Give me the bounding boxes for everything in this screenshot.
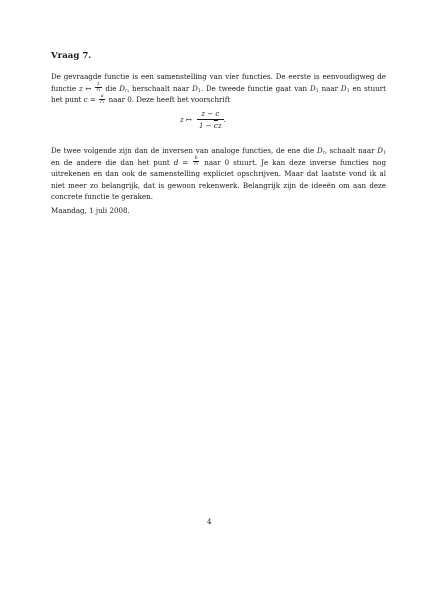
set-symbol: D — [316, 146, 323, 155]
fraction-denominator: r₂ — [194, 162, 199, 167]
p1-text-1: De gevraagde functie is een samenstelling van vier functies. De eerste is eenvoudigweg de functie — [51, 72, 386, 93]
denominator-pre: 1 − — [198, 121, 214, 130]
set-subscript: r₂ — [322, 151, 327, 156]
fraction-b-over-r2 — [193, 156, 199, 167]
formula-numerator: z − c — [197, 109, 224, 120]
p1-text-2: die — [102, 83, 120, 93]
display-formula — [180, 109, 226, 130]
denominator-post: z — [217, 121, 222, 130]
fraction-numerator: a — [100, 93, 104, 99]
p2-text-1: De twee volgende zijn dan de inversen van analoge functies, de ene die — [51, 146, 317, 155]
signoff-paragraph — [51, 205, 386, 217]
set-symbol: D — [309, 83, 316, 93]
fraction-numerator: b — [194, 156, 198, 161]
set-symbol: D — [192, 83, 198, 93]
fraction-denominator: r₁ — [100, 99, 105, 105]
p2-text-3: en de andere die dan het punt — [51, 157, 174, 167]
fraction-numerator: z — [97, 82, 100, 87]
fraction-z-over-r1 — [95, 82, 101, 93]
paragraph-1 — [51, 71, 386, 106]
set-symbol: D — [340, 83, 347, 93]
p1-map-lhs: z ↦ — [78, 83, 95, 93]
set-subscript: 1 — [382, 151, 387, 156]
fraction-denominator: r₁ — [96, 88, 101, 93]
p1-text-7: naar 0. Deze heeft het voorschrift — [106, 95, 231, 104]
set-subscript: 1 — [197, 88, 201, 94]
set-subscript: r₁ — [124, 88, 130, 94]
question-heading: Vraag 7. — [51, 51, 92, 61]
set-subscript: 1 — [346, 88, 350, 94]
d-equals: d = — [173, 157, 193, 167]
p1-text-6: en stuurt het punt — [51, 83, 386, 104]
formula-fraction — [197, 109, 224, 130]
paragraph-2 — [51, 145, 386, 203]
formula-lhs: z ↦ — [180, 115, 192, 124]
page-number: 4 — [207, 517, 212, 526]
conjugate-c: $\overline{c}$ — [213, 121, 218, 130]
p1-text-5: naar — [318, 83, 341, 93]
set-symbol: D — [377, 146, 383, 155]
signoff-date: Maandag, 1 juli 2008. — [51, 206, 130, 215]
set-subscript: 1 — [315, 88, 319, 94]
c-equals: c = — [83, 95, 99, 104]
p2-text-2: schaalt naar — [326, 146, 378, 155]
p2-text-4: naar 0 stuurt. Je kan deze inverse functies nog uitrekenen en dan ook de samenstelling expliciet opschrijven. Maar dat laatste vond ik al niet meer zo belangrijk, dat is gewoon rekenwerk. Belangrijk zijn de ideeën om aan deze concrete functie te geraken. — [51, 157, 386, 201]
formula-period: . — [223, 115, 226, 124]
set-symbol: D — [119, 83, 125, 93]
fraction-a-over-r1 — [99, 94, 105, 105]
p1-text-4: . De tweede functie gaat van — [200, 83, 310, 93]
p1-text-3: herschaalt naar — [129, 83, 193, 93]
formula-denominator — [197, 120, 224, 130]
